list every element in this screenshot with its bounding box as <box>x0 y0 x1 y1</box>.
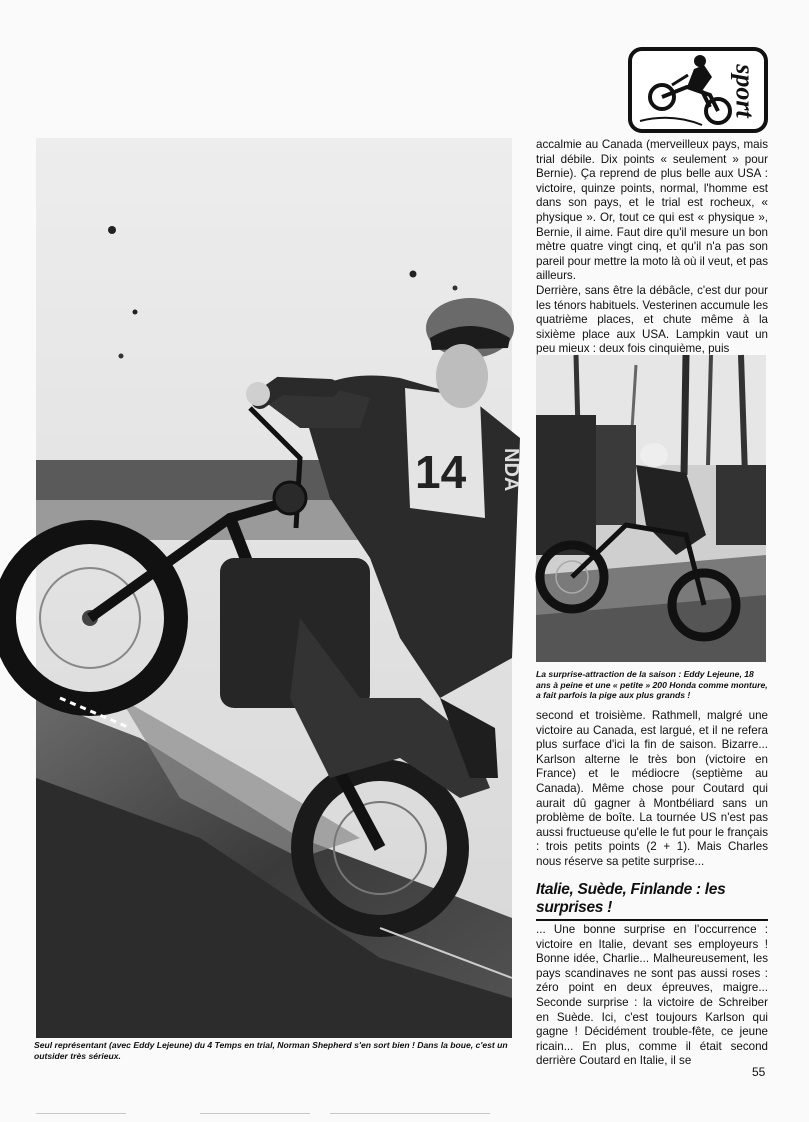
caption-main-photo: Seul représentant (avec Eddy Lejeune) du 4 Temps en trial, Norman Shepherd s'en sort bien ! Dans la boue, c'est un outsider très sérieux. <box>34 1040 508 1061</box>
section-heading: Italie, Suède, Finlande : les surprises ! <box>536 881 726 916</box>
small-photo-eddy-lejeune <box>536 355 766 662</box>
paragraph-rathmell: second et troisième. Rathmell, malgré une victoire au Canada, est largué, et il ne refera plus surface d'ici la fin de saison. Bizarre... Karlson alterne le très bon (victoire en France) et le médiocre (septième au Canada). Même chose pour Coutard qui aurait dû gagner à Montbéliard sans un problème de boîte. La tournée US n'est pas aussi fructueuse qu'elle le fut pour le français : trois petits points (2 + 1). Mais Charles nous réserve sa petite surprise... <box>536 709 768 868</box>
scan-artifact <box>36 1113 126 1114</box>
paragraph-canada-usa: accalmie au Canada (merveilleux pays, mais trial débile. Dix points « seulement » pour Bernie). Ça reprend de plus belle aux USA : victoire, quinze points, normal, l'homme est dans son pays, et le trial est rocheux, « physique ». Or, tout ce qui est « physique », Bernie, il aime. Faut dire qu'il mesure un bon mètre quatre vingt cinq, et qu'il n'a pas son pareil pour mettre la moto là où il veut, et pas ailleurs. <box>536 138 768 283</box>
article-column-bottom <box>536 923 768 1069</box>
article-column-top <box>536 138 768 357</box>
article-column-middle <box>536 709 768 870</box>
heading-rule <box>536 919 768 921</box>
trial-rider-icon <box>632 51 736 129</box>
logo-word: sport <box>731 64 760 118</box>
paragraph-surprise: ... Une bonne surprise en l'occurrence : victoire en Italie, devant ses employeurs ! Bonne idée, Charlie... Malheureusement, les pays scandinaves ne sont pas aussi roses : zéro point en deux épreuves, maigre... Seconde surprise : la victoire de Schreiber en Suède. Ici, c'est toujours Karlson qui gagne ! Décidément trouble-fête, ce jeune ricain... En plus, comme il était second derrière Coutard en Italie, il se <box>536 923 768 1068</box>
paragraph-derriere: Derrière, sans être la débâcle, c'est dur pour les ténors habituels. Vesterinen accumule les quatrième places, et chute même à la sixième place aux USA. Lampkin vaut un peu mieux : deux fois cinquième, puis <box>536 283 769 356</box>
rider-jersey-text: NDA <box>500 448 522 492</box>
scan-artifact <box>330 1113 490 1114</box>
rider-bib-number: 14 <box>415 446 467 498</box>
page-number: 55 <box>752 1065 766 1079</box>
scan-artifact <box>200 1113 310 1114</box>
main-photo-trial-rider <box>0 138 522 1038</box>
caption-small-photo: La surprise-attraction de la saison : Eddy Lejeune, 18 ans à peine et une « petite » 200 Honda comme monture, a fait parfois la pige aux plus grands ! <box>536 669 768 701</box>
sport-logo <box>628 47 768 133</box>
